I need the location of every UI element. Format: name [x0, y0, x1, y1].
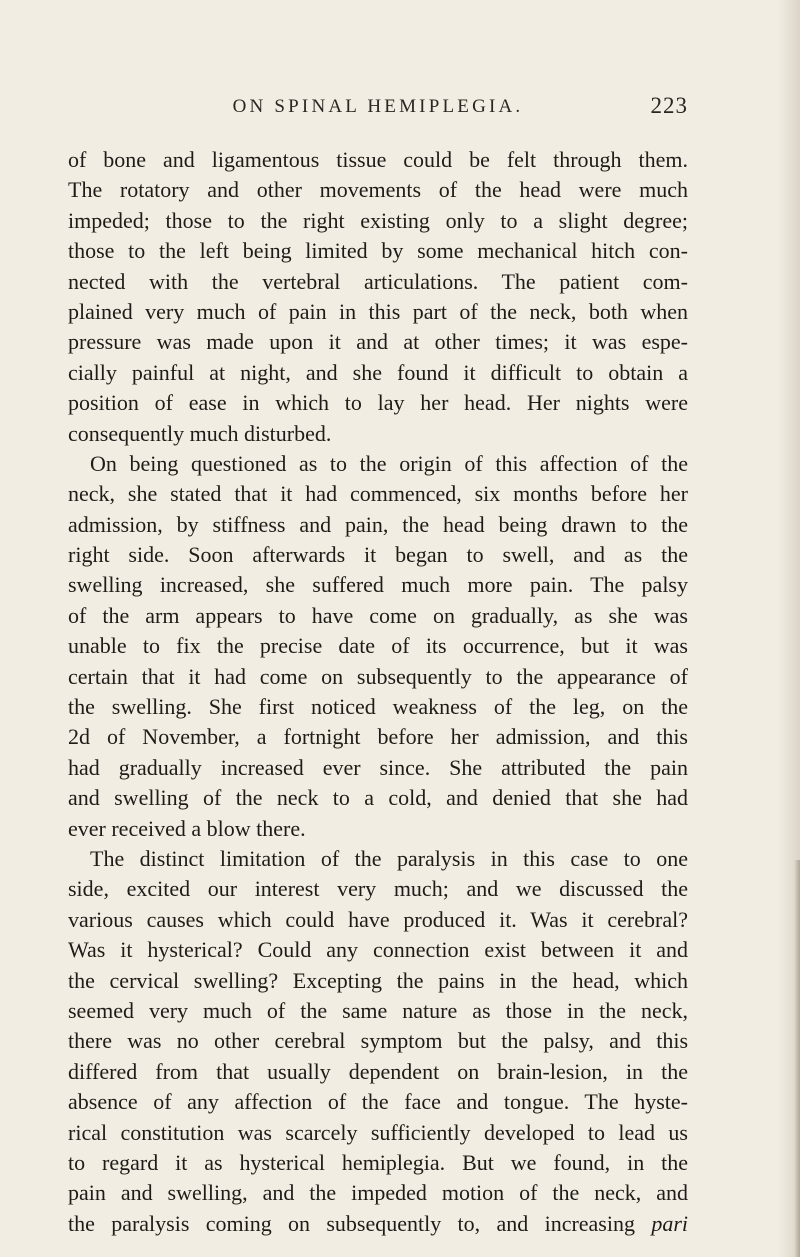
text-line: had gradually increased ever since. She attributed the pain [68, 754, 688, 780]
text-line: nected with the vertebral articulations. The patient com- [68, 268, 688, 294]
text-line-with-italic [68, 1209, 688, 1239]
text-line: differed from that usually dependent on brain-lesion, in the [68, 1058, 688, 1084]
text-line: side, excited our interest very much; and we discussed the [68, 876, 688, 902]
text-line: Was it hysterical? Could any connection exist between it and [68, 937, 688, 963]
text-line: plained very much of pain in this part of the neck, both when [68, 298, 688, 324]
text-line: of the arm appears to have come on gradually, as she was [68, 602, 688, 628]
paragraph-first-line: The distinct limitation of the paralysis in this case to one [90, 845, 688, 871]
text-line: position of ease in which to lay her head. Her nights were [68, 390, 688, 416]
text-line: the cervical swelling? Excepting the pains in the head, which [68, 967, 688, 993]
text-line: neck, she stated that it had commenced, six months before her [68, 481, 688, 507]
text-line: 2d of November, a fortnight before her admission, and this [68, 724, 688, 750]
body-text [68, 145, 688, 1239]
text-line: absence of any affection of the face and tongue. The hyste- [68, 1089, 688, 1115]
text-line: cially painful at night, and she found it difficult to obtain a [68, 359, 688, 385]
page-number: 223 [650, 93, 688, 118]
paragraph-last-line: consequently much disturbed. [68, 420, 332, 446]
text-line: right side. Soon afterwards it began to swell, and as the [68, 542, 688, 568]
text-line: admission, by stiffness and pain, the head being drawn to the [68, 511, 688, 537]
text-line: certain that it had come on subsequently to the appearance of [68, 663, 688, 689]
paragraph-last-line: ever received a blow there. [68, 815, 306, 841]
page-edge-mark [794, 860, 800, 1257]
text-line: various causes which could have produced it. Was it cerebral? [68, 906, 688, 932]
text-line: there was no other cerebral symptom but the palsy, and this [68, 1028, 688, 1054]
text-segment: the paralysis coming on subsequently to, and increasing [68, 1210, 635, 1236]
text-line: impeded; those to the right existing only to a slight degree; [68, 207, 688, 233]
running-head [68, 93, 688, 126]
text-line: and swelling of the neck to a cold, and denied that she had [68, 785, 688, 811]
text-line: of bone and ligamentous tissue could be felt through them. [68, 147, 688, 172]
text-line: to regard it as hysterical hemiplegia. But we found, in the [68, 1149, 688, 1175]
paragraph-first-line: On being questioned as to the origin of this affection of the [90, 450, 688, 476]
text-line: swelling increased, she suffered much more pain. The palsy [68, 572, 688, 598]
text-line: seemed very much of the same nature as those in the neck, [68, 997, 688, 1023]
italic-word: pari [651, 1210, 689, 1236]
text-line: pressure was made upon it and at other times; it was espe- [68, 329, 688, 355]
text-line: The rotatory and other movements of the head were much [68, 177, 688, 203]
running-title: ON SPINAL HEMIPLEGIA. [232, 96, 524, 117]
text-line: unable to fix the precise date of its occurrence, but it was [68, 633, 688, 659]
text-line: those to the left being limited by some mechanical hitch con- [68, 238, 688, 264]
text-line: rical constitution was scarcely sufficiently developed to lead us [68, 1119, 688, 1145]
text-line: pain and swelling, and the impeded motion of the neck, and [68, 1180, 688, 1206]
text-line: the swelling. She first noticed weakness of the leg, on the [68, 694, 688, 720]
